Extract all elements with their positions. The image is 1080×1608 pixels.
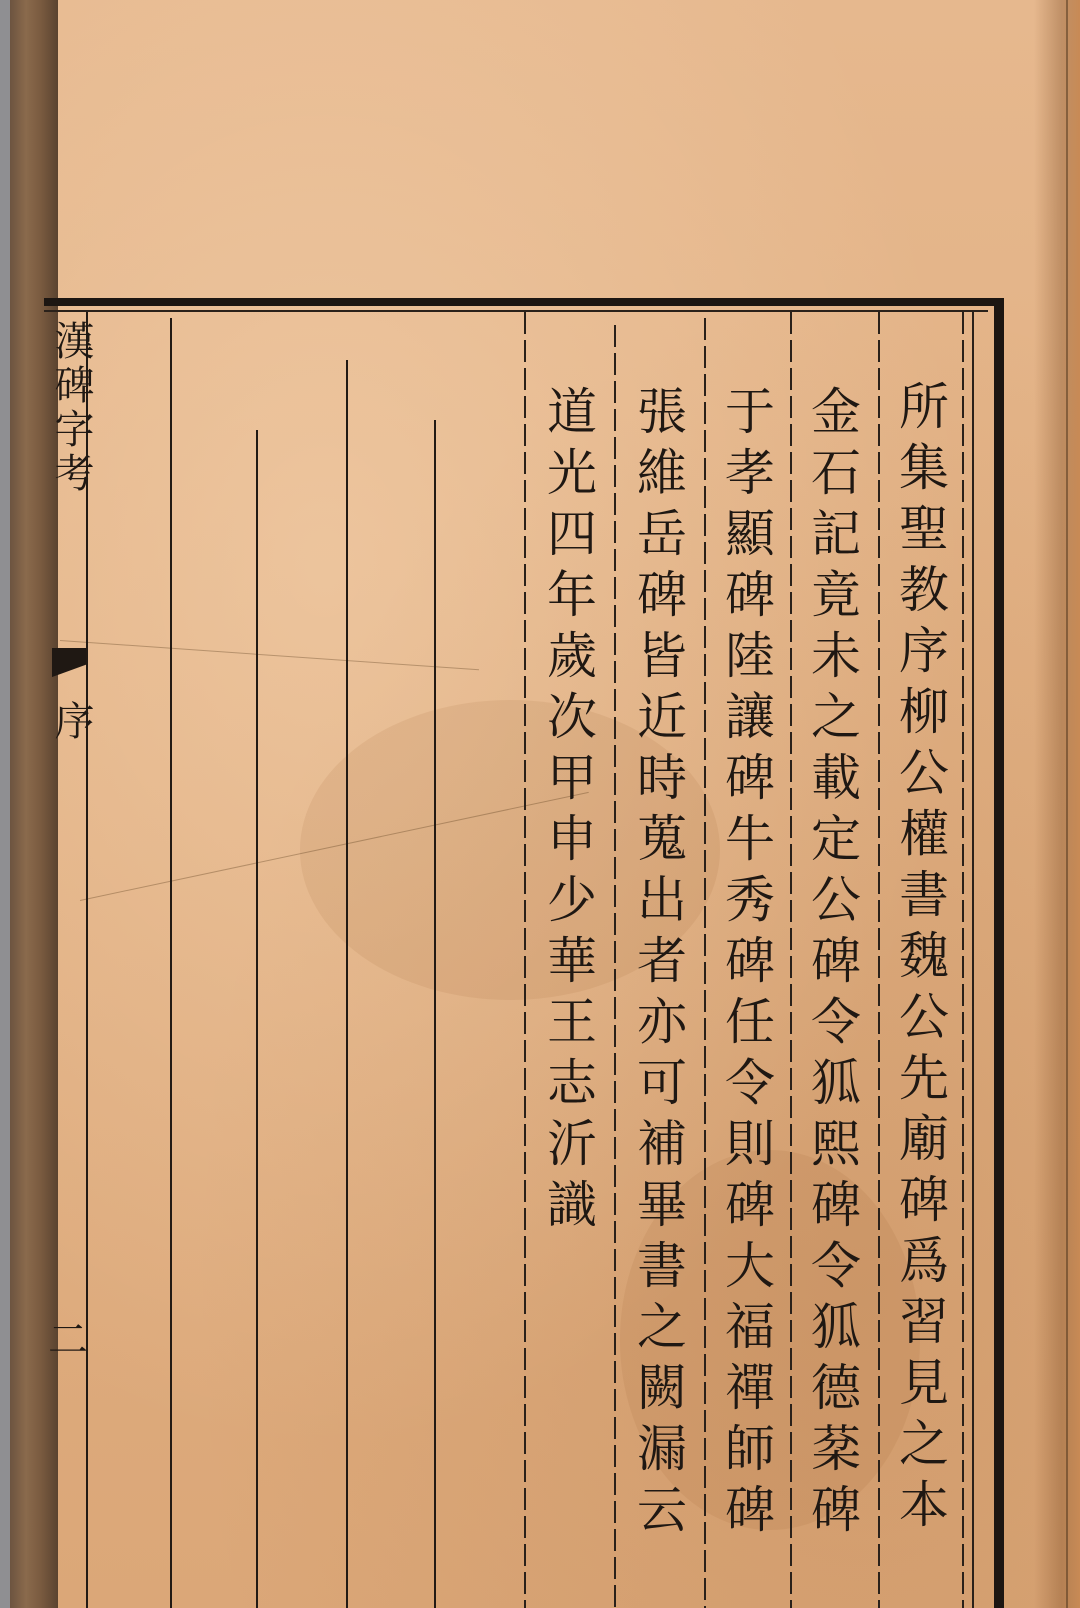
page-fore-edge [1034, 0, 1080, 1608]
column-rule [524, 312, 526, 1608]
column-rule [614, 325, 616, 1608]
frame-inner-right-rule [972, 310, 974, 1608]
text-column: 道光四年歲次甲申少華王志沂識 [539, 385, 597, 1239]
text-column: 張維岳碑皆近時蒐出者亦可補畢書之闕漏云 [629, 385, 687, 1544]
column-rule [86, 312, 88, 1608]
folio-number: 二 [48, 1317, 88, 1363]
column-rule [170, 318, 172, 1608]
text-column: 所集聖教序柳公權書魏公先廟碑爲習見之本 [891, 380, 949, 1539]
scan-edge [0, 0, 10, 1608]
page-edge-line [1066, 0, 1068, 1608]
column-rule [434, 420, 436, 1608]
frame-inner-top-rule [44, 310, 988, 312]
column-rule [704, 318, 706, 1608]
column-rule [962, 312, 964, 1608]
column-rule [790, 312, 792, 1608]
margin-title: 漢碑字考 [48, 320, 94, 496]
column-rule [256, 430, 258, 1608]
column-rule [346, 360, 348, 1608]
text-column: 于孝顯碑陸讓碑牛秀碑任令則碑大福禪師碑 [717, 385, 775, 1544]
column-rule [878, 312, 880, 1608]
text-column: 金石記竟未之載定公碑令狐熙碑令狐德棻碑 [803, 385, 861, 1544]
section-label: 序 [48, 700, 94, 744]
fishtail-marker [52, 648, 86, 688]
